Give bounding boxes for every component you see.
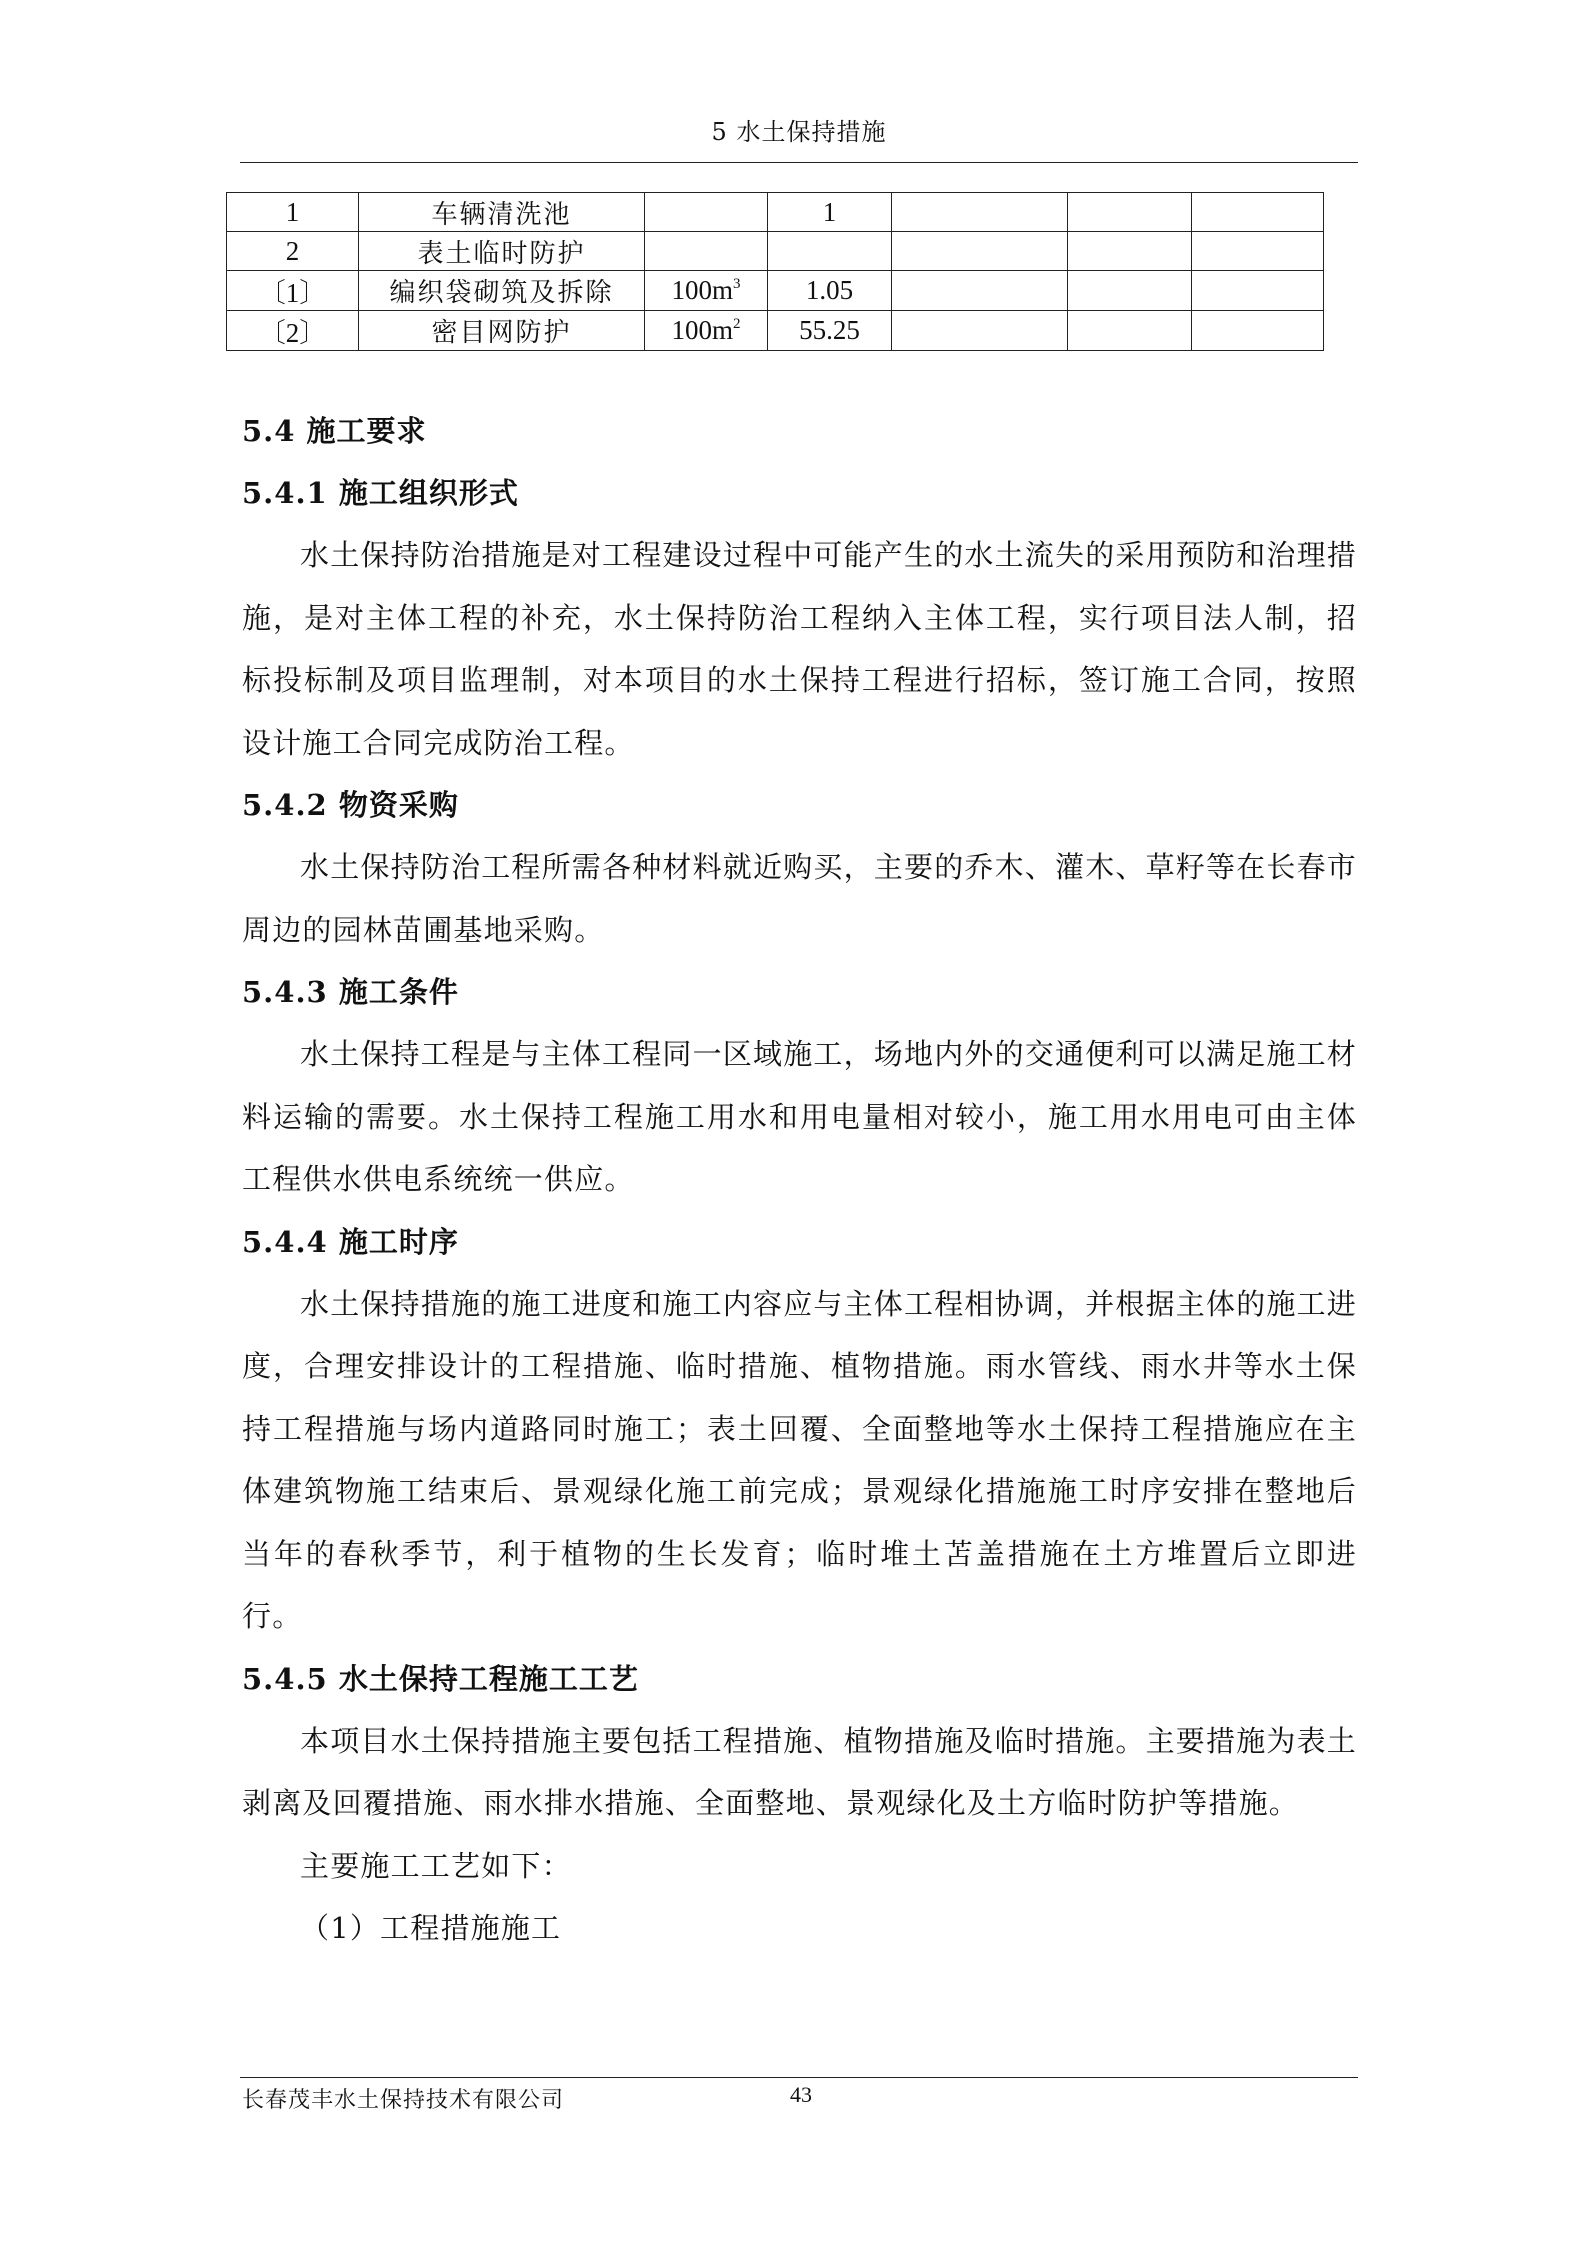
table-cell-empty — [892, 232, 1068, 271]
table-row — [227, 311, 1324, 351]
footer-rule — [240, 2077, 1358, 2078]
section-heading-5-4-5: 5.4.5 水土保持工程施工工艺 — [242, 1661, 639, 1696]
paragraph-material-procurement: 水土保持防治工程所需各种材料就近购买，主要的乔木、灌木、草籽等在长春市周边的园林苗圃基地采购。 — [242, 850, 1358, 947]
table-cell-empty — [892, 193, 1068, 232]
table-cell-qty: 1 — [768, 193, 892, 232]
table-cell-empty — [1068, 193, 1192, 232]
table-cell-empty — [1192, 193, 1324, 232]
table-cell-unit — [645, 232, 768, 271]
table-cell-empty — [1192, 311, 1324, 351]
table-cell-empty — [1068, 232, 1192, 271]
table-cell-qty — [768, 232, 892, 271]
table-row — [227, 271, 1324, 311]
table-cell-no: 〔1〕 — [227, 271, 359, 311]
table-cell-no: 2 — [227, 232, 359, 271]
table-cell-no: 1 — [227, 193, 359, 232]
table-cell-name: 车辆清洗池 — [359, 193, 645, 232]
paragraph-process-intro: 主要施工工艺如下： — [300, 1848, 572, 1883]
table-cell-empty — [1192, 271, 1324, 311]
table-cell-name: 表土临时防护 — [359, 232, 645, 271]
table-cell-empty — [892, 311, 1068, 351]
table-cell-no: 〔2〕 — [227, 311, 359, 351]
section-heading-5-4-2: 5.4.2 物资采购 — [242, 788, 459, 822]
footer-company: 长春茂丰水土保持技术有限公司 — [242, 2088, 565, 2113]
table-cell-qty: 1.05 — [768, 271, 892, 311]
paragraph-construction-process: 本项目水土保持措施主要包括工程措施、植物措施及临时措施。主要措施为表土剥离及回覆措施、雨水排水措施、全面整地、景观绿化及土方临时防护等措施。 — [242, 1723, 1358, 1820]
table-cell-empty — [1192, 232, 1324, 271]
paragraph-construction-organization: 水土保持防治措施是对工程建设过程中可能产生的水土流失的采用预防和治理措施，是对主体工程的补充，水土保持防治工程纳入主体工程，实行项目法人制，招标投标制及项目监理制，对本项目的水土保持工程进行招标，签订施工合同，按照设计施工合同完成防治工程。 — [242, 538, 1358, 760]
table-cell-empty — [892, 271, 1068, 311]
section-heading-5-4-4: 5.4.4 施工时序 — [242, 1224, 459, 1259]
paragraph-construction-conditions: 水土保持工程是与主体工程同一区域施工，场地内外的交通便利可以满足施工材料运输的需要。水土保持工程施工用水和用电量相对较小，施工用水用电可由主体工程供水供电系统统一供应。 — [242, 1037, 1358, 1196]
section-heading-5-4-3: 5.4.3 施工条件 — [242, 975, 459, 1009]
page-header: 5 水土保持措施 — [711, 118, 887, 146]
document-body — [242, 400, 1357, 1960]
table-cell-name: 密目网防护 — [359, 311, 645, 351]
table-cell-empty — [1068, 271, 1192, 311]
list-item-engineering-measures: （1）工程措施施工 — [300, 1911, 562, 1945]
table-row — [227, 193, 1324, 232]
table-row — [227, 232, 1324, 271]
section-heading-5-4: 5.4 施工要求 — [242, 414, 427, 448]
table-cell-name: 编织袋砌筑及拆除 — [359, 271, 645, 311]
page-number: 43 — [790, 2082, 812, 2107]
paragraph-construction-sequence: 水土保持措施的施工进度和施工内容应与主体工程相协调，并根据主体的施工进度，合理安排设计的工程措施、临时措施、植物措施。雨水管线、雨水井等水土保持工程措施与场内道路同时施工；表土回覆、全面整地等水土保持工程措施应在主体建筑物施工结束后、景观绿化施工前完成；景观绿化措施施工时序安排在整地后当年的春秋季节，利于植物的生长发育；临时堆土苫盖措施在土方堆置后立即进行。 — [242, 1286, 1358, 1633]
table-cell-unit: $100m^2$ — [645, 311, 768, 351]
quantity-table — [226, 192, 1324, 351]
header-rule — [240, 162, 1358, 163]
table-cell-qty: 55.25 — [768, 311, 892, 351]
section-heading-5-4-1: 5.4.1 施工组织形式 — [242, 476, 519, 510]
table-cell-unit: $100m^3$ — [645, 271, 768, 311]
table-cell-unit — [645, 193, 768, 232]
table-cell-empty — [1068, 311, 1192, 351]
